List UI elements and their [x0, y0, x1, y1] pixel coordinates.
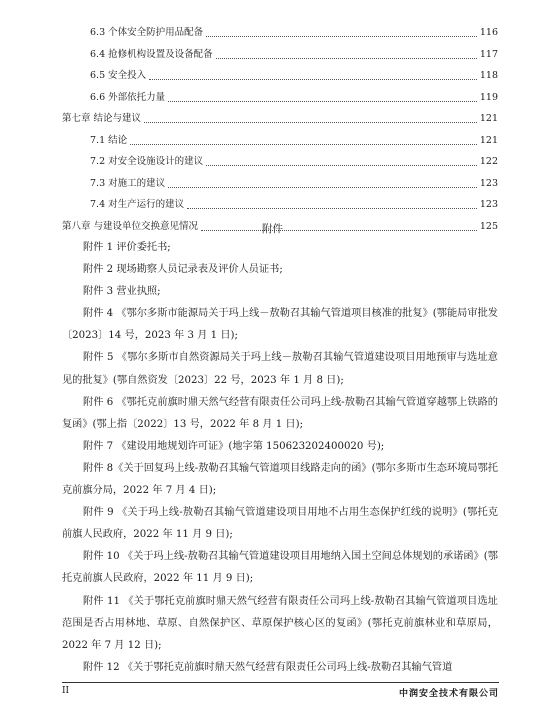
toc-entry-title: 7.1 结论 [90, 130, 130, 152]
attachment-item: 附件 6 《鄂托克前旗时鼎天然气经营有限责任公司玛上线-敖勒召其输气管道穿越鄂上铁路的复函》(鄂上指〔2022〕13 号，2022 年 8 月 1 日); [62, 396, 498, 430]
company-name: 中润安全技术有限公司 [398, 689, 499, 699]
attachment-item: 附件 8《关于回复玛上线-敖勒召其输气管道项目线路走向的函》(鄂尔多斯市生态环境局鄂托克前旗分局，2022 年 7 月 4 日); [62, 462, 498, 497]
attachment-item: 附件 1 评价委托书; [83, 242, 171, 253]
page-footer [62, 682, 499, 699]
attachment-item: 附件 3 营业执照; [83, 286, 161, 298]
toc-entry-page: 121 [479, 134, 498, 146]
toc-entry[interactable] [62, 87, 498, 109]
toc-entry-page: 116 [479, 27, 498, 38]
toc-entry[interactable] [62, 194, 498, 216]
toc-entry-title: 第七章 结论与建议 [62, 108, 144, 130]
toc-entry-page: 119 [479, 91, 498, 103]
toc-dot-leader [149, 79, 477, 80]
toc-entry-title: 6.4 抢修机构设置及设备配备 [90, 44, 216, 66]
toc-dot-leader [206, 165, 477, 166]
toc-entry-title: 7.2 对安全设施设计的建议 [90, 151, 206, 173]
toc-entry-page: 122 [479, 156, 498, 167]
toc-entry-title: 第八章 与建设单位交换意见情况 [62, 216, 201, 238]
attachments-heading: 附件 [262, 223, 283, 235]
toc-entry-page: 125 [479, 220, 498, 232]
toc-entry-page: 123 [479, 177, 498, 189]
attachment-item: 附件 11 《关于鄂托克前旗时鼎天然气经营有限责任公司玛上线-敖勒召其输气管道项目选址范围是否占用林地、草原、自然保护区、草原保护核心区的复函》(鄂托克前旗林业和草原局，2022 年 7 月 12 日); [62, 595, 498, 651]
toc-dot-leader [168, 187, 477, 188]
toc-entry-title: 7.4 对生产运行的建议 [90, 194, 187, 216]
toc-entry-page: 117 [479, 48, 498, 60]
toc-entry[interactable] [62, 22, 498, 44]
toc-entry[interactable] [62, 173, 498, 195]
toc-entry[interactable] [62, 130, 498, 152]
attachment-item: 附件 9 《关于玛上线-敖勒召其输气管道建设项目用地不占用生态保护红线的说明》(鄂托克前旗人民政府，2022 年 11 月 9 日); [62, 507, 498, 541]
toc-entry-title: 6.6 外部依托力量 [90, 87, 168, 109]
attachment-item: 附件 12 《关于鄂托克前旗时鼎天然气经营有限责任公司玛上线-敖勒召其输气管道 [83, 661, 453, 673]
toc-dot-leader [144, 122, 477, 123]
toc-entry[interactable] [62, 151, 498, 173]
toc-entry-title: 7.3 对施工的建议 [90, 173, 168, 195]
table-of-contents [62, 22, 498, 237]
page-number: II [62, 686, 70, 696]
toc-dot-leader [130, 144, 477, 145]
toc-dot-leader [206, 36, 477, 37]
toc-dot-leader [168, 101, 477, 102]
attachment-item: 附件 2 现场勘察人员记录表及评价人员证书; [83, 264, 283, 276]
toc-entry-title: 6.3 个体安全防护用品配备 [90, 22, 206, 44]
toc-dot-leader [187, 208, 477, 209]
attachment-item: 附件 5 《鄂尔多斯市自然资源局关于玛上线－敖勒召其输气管道建设项目用地预审与选址意见的批复》(鄂自然资发〔2023〕22 号，2023 年 1 月 8 日); [62, 352, 498, 386]
attachment-item: 附件 10 《关于玛上线-敖勒召其输气管道建设项目用地纳入国土空间总体规划的承诺函》(鄂托克前旗人民政府，2022 年 11 月 9 日); [62, 551, 498, 585]
toc-entry[interactable] [62, 44, 498, 66]
attachment-item: 附件 4 《鄂尔多斯市能源局关于玛上线－敖勒召其输气管道项目核准的批复》(鄂能局审批发〔2023〕14 号，2023 年 3 月 1 日); [62, 308, 498, 342]
attachments-list [62, 237, 498, 679]
toc-entry-page: 121 [479, 113, 498, 124]
toc-dot-leader [216, 58, 477, 59]
toc-entry[interactable] [62, 65, 498, 87]
toc-entry[interactable] [62, 108, 498, 130]
toc-entry-title: 6.5 安全投入 [90, 65, 149, 87]
toc-entry-page: 123 [479, 199, 498, 210]
toc-entry-page: 118 [479, 70, 498, 81]
attachment-item: 附件 7 《建设用地规划许可证》(地字第 150623202400020 号); [83, 440, 385, 452]
